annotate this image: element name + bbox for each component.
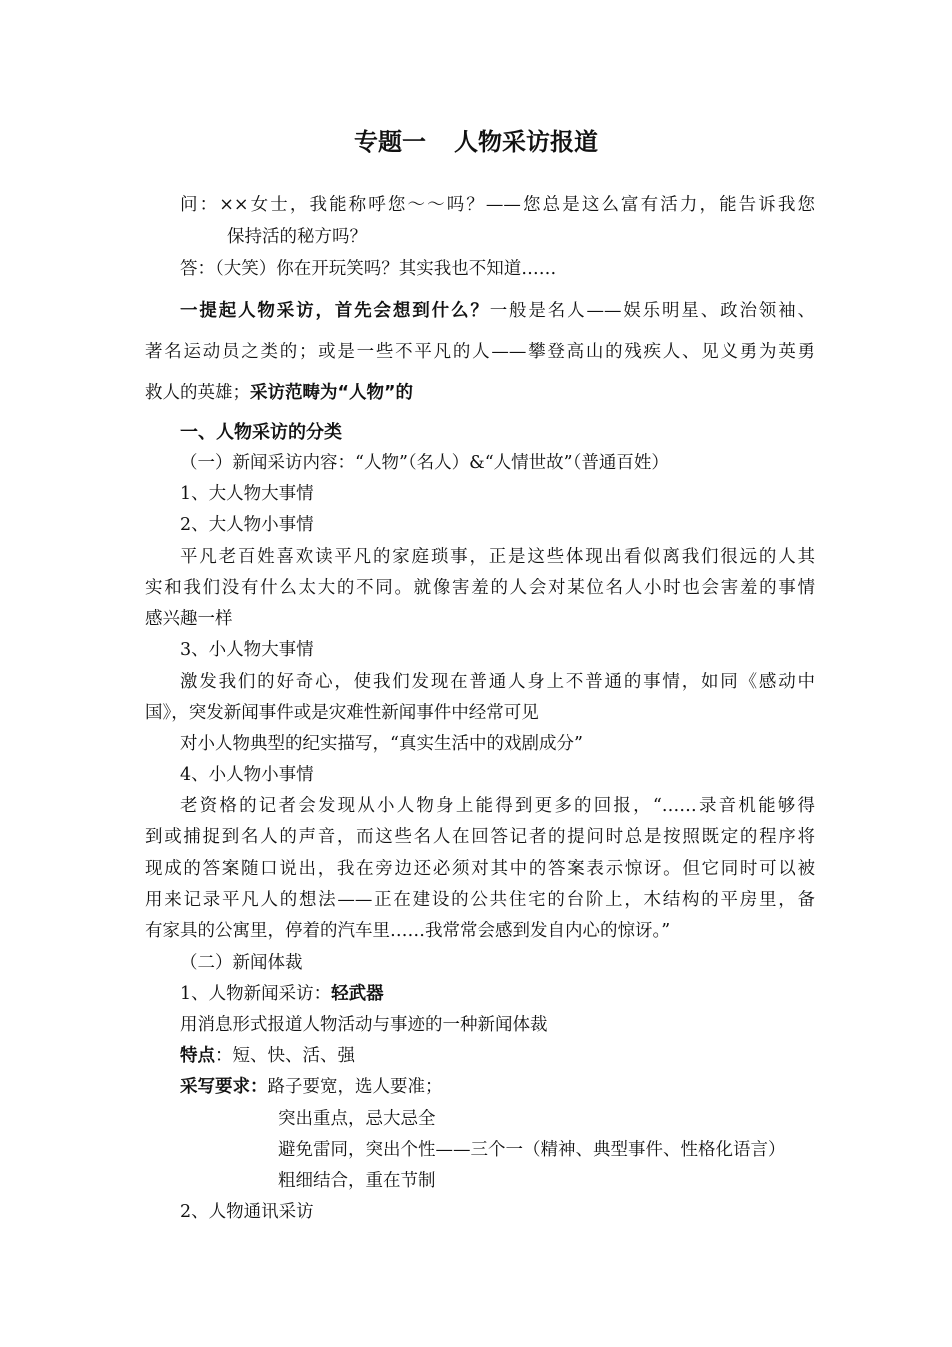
page-title	[0, 126, 952, 158]
item-4-paragraph-line-1: 老资格的记者会发现从小人物身上能得到更多的回报，“……录音机能够得	[180, 796, 815, 816]
item-4-paragraph-line-3: 现成的答案随口说出，我在旁边还必须对其中的答案表示惊讶。但它同时可以被	[145, 859, 815, 879]
intro-scope-bold: 采访范畴为“人物”的	[250, 383, 414, 403]
item-3-paragraph-line-3: 对小人物典型的纪实描写，“真实生活中的戏剧成分”	[180, 734, 583, 754]
title-part-2: 人物采访报道	[454, 128, 598, 156]
genre-2-heading: 2、人物通讯采访	[180, 1202, 314, 1222]
requirement-1: 路子要宽，选人要准；	[267, 1077, 443, 1097]
intro-line-1	[180, 299, 815, 323]
requirement-2: 突出重点，忌大忌全	[278, 1109, 436, 1129]
section-heading: 一、人物采访的分类	[180, 422, 342, 443]
requirements-line-1	[180, 1075, 815, 1099]
intro-lead-bold: 一提起人物采访，首先会想到什么？	[180, 301, 490, 321]
genre-1-prefix: 1、人物新闻采访：	[180, 984, 332, 1004]
question-line-1: 问：××女士，我能称呼您～～吗？——您总是这么富有活力，能告诉我您	[180, 195, 815, 215]
item-2-heading: 2、大人物小事情	[180, 515, 314, 535]
intro-lead-rest: 一般是名人——娱乐明星、政治领袖、	[489, 301, 816, 321]
item-4-paragraph-line-2: 到或捕捉到名人的声音，而这些名人在回答记者的提问时总是按照既定的程序将	[145, 827, 815, 847]
item-1-heading: 1、大人物大事情	[180, 484, 314, 504]
features-label: 特点	[180, 1046, 215, 1066]
answer-line: 答：（大笑）你在开玩笑吗？其实我也不知道……	[180, 259, 557, 279]
item-4-heading: 4、小人物小事情	[180, 765, 314, 785]
item-2-paragraph-line-2: 实和我们没有什么太大的不同。就像害羞的人会对某位名人小时也会害羞的事情	[145, 578, 815, 598]
requirements-label: 采写要求：	[180, 1077, 268, 1097]
features-line	[180, 1044, 815, 1068]
genre-1-bold: 轻武器	[331, 984, 384, 1004]
item-3-paragraph-line-1: 激发我们的好奇心，使我们发现在普通人身上不普通的事情，如同《感动中	[180, 672, 815, 692]
genre-1-description: 用消息形式报道人物活动与事迹的一种新闻体裁	[180, 1015, 548, 1035]
subsection-1-heading: （一）新闻采访内容：“人物”（名人）&“人情世故”（普通百姓）	[180, 453, 669, 473]
question-line-2: 保持活的秘方吗？	[227, 227, 367, 247]
item-3-paragraph-line-2: 国》，突发新闻事件或是灾难性新闻事件中经常可见	[145, 703, 539, 723]
intro-line-2: 著名运动员之类的；或是一些不平凡的人——攀登高山的残疾人、见义勇为英勇	[145, 342, 815, 362]
genre-1-heading	[180, 982, 815, 1006]
subsection-2-heading: （二）新闻体裁	[180, 953, 303, 973]
requirement-3: 避免雷同，突出个性——三个一（精神、典型事件、性格化语言）	[278, 1140, 786, 1160]
intro-line-3-prefix: 救人的英雄；	[145, 383, 250, 403]
item-2-paragraph-line-3: 感兴趣一样	[145, 609, 233, 629]
intro-line-3	[145, 381, 815, 405]
item-2-paragraph-line-1: 平凡老百姓喜欢读平凡的家庭琐事，正是这些体现出看似离我们很远的人其	[180, 547, 815, 567]
item-3-heading: 3、小人物大事情	[180, 640, 314, 660]
features-text: ：短、快、活、强	[215, 1046, 355, 1066]
item-4-paragraph-line-5: 有家具的公寓里，停着的汽车里……我常常会感到发自内心的惊讶。”	[145, 921, 671, 941]
item-4-paragraph-line-4: 用来记录平凡人的想法——正在建设的公共住宅的台阶上，木结构的平房里，备	[145, 890, 815, 910]
requirement-4: 粗细结合，重在节制	[278, 1171, 436, 1191]
title-part-1: 专题一	[354, 128, 426, 156]
